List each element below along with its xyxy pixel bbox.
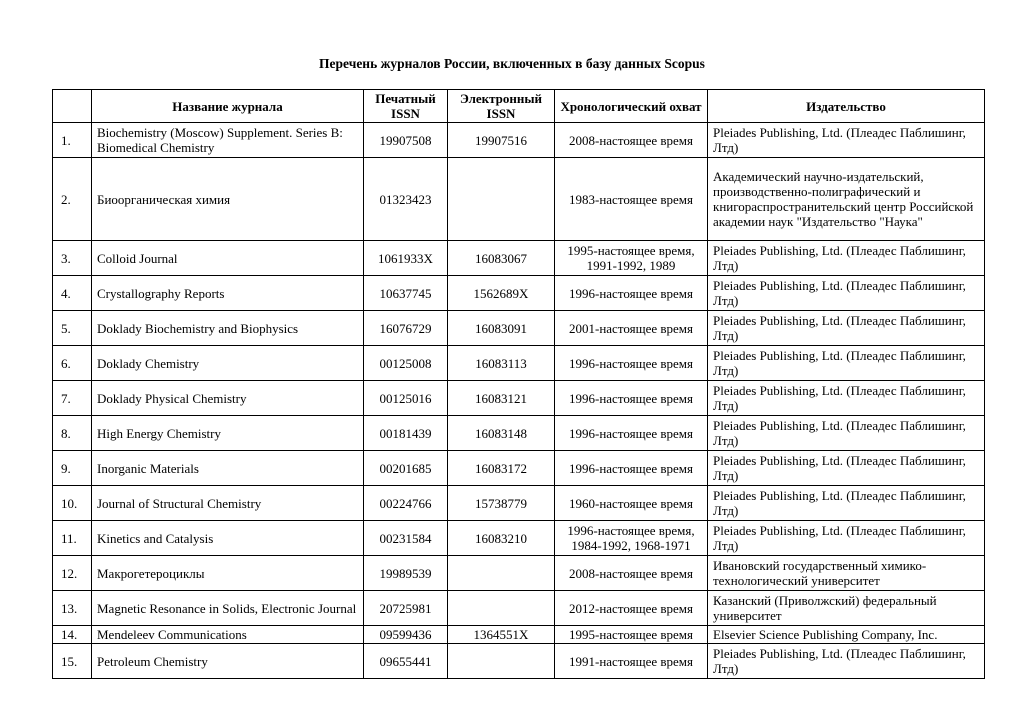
publisher: Ивановский государственный химико-технологический университет: [708, 556, 985, 591]
publisher: Pleiades Publishing, Ltd. (Плеадес Паблишинг, Лтд): [708, 311, 985, 346]
print-issn: 00224766: [364, 486, 448, 521]
e-issn: 16083091: [448, 311, 555, 346]
journal-name: Биоорганическая химия: [92, 158, 364, 241]
row-num: 10.: [53, 486, 92, 521]
publisher: Pleiades Publishing, Ltd. (Плеадес Паблишинг, Лтд): [708, 451, 985, 486]
publisher: Pleiades Publishing, Ltd. (Плеадес Паблишинг, Лтд): [708, 381, 985, 416]
e-issn: 16083113: [448, 346, 555, 381]
publisher: Pleiades Publishing, Ltd. (Плеадес Паблишинг, Лтд): [708, 486, 985, 521]
journal-name: Mendeleev Communications: [92, 626, 364, 644]
print-issn: 19989539: [364, 556, 448, 591]
print-issn: 00181439: [364, 416, 448, 451]
table-row: [53, 311, 985, 346]
print-issn: 00231584: [364, 521, 448, 556]
journal-name: Doklady Biochemistry and Biophysics: [92, 311, 364, 346]
publisher: Казанский (Приволжский) федеральный университет: [708, 591, 985, 626]
journal-name: Crystallography Reports: [92, 276, 364, 311]
coverage: 2012-настоящее время: [555, 591, 708, 626]
row-num: 6.: [53, 346, 92, 381]
table-row: [53, 241, 985, 276]
e-issn: [448, 158, 555, 241]
print-issn: 00201685: [364, 451, 448, 486]
table-row: [53, 451, 985, 486]
table-row: [53, 644, 985, 679]
coverage: 1960-настоящее время: [555, 486, 708, 521]
table-row: [53, 626, 985, 644]
table-row: [53, 556, 985, 591]
journal-name: Doklady Chemistry: [92, 346, 364, 381]
row-num: 14.: [53, 626, 92, 644]
header-print-issn: Печатный ISSN: [364, 90, 448, 123]
header-name: Название журнала: [92, 90, 364, 123]
journal-name: High Energy Chemistry: [92, 416, 364, 451]
e-issn: 1364551X: [448, 626, 555, 644]
row-num: 4.: [53, 276, 92, 311]
journals-table: [52, 89, 985, 679]
publisher: Pleiades Publishing, Ltd. (Плеадес Паблишинг, Лтд): [708, 521, 985, 556]
publisher: Pleiades Publishing, Ltd. (Плеадес Паблишинг, Лтд): [708, 416, 985, 451]
row-num: 3.: [53, 241, 92, 276]
publisher: Pleiades Publishing, Ltd. (Плеадес Паблишинг, Лтд): [708, 644, 985, 679]
print-issn: 16076729: [364, 311, 448, 346]
header-e-issn: Электронный ISSN: [448, 90, 555, 123]
print-issn: 00125008: [364, 346, 448, 381]
print-issn: 00125016: [364, 381, 448, 416]
table-row: [53, 158, 985, 241]
journal-name: Inorganic Materials: [92, 451, 364, 486]
row-num: 5.: [53, 311, 92, 346]
header-num: [53, 90, 92, 123]
coverage: 1995-настоящее время, 1991-1992, 1989: [555, 241, 708, 276]
e-issn: [448, 644, 555, 679]
journal-name: Kinetics and Catalysis: [92, 521, 364, 556]
e-issn: 1562689X: [448, 276, 555, 311]
print-issn: 01323423: [364, 158, 448, 241]
publisher: Pleiades Publishing, Ltd. (Плеадес Паблишинг, Лтд): [708, 123, 985, 158]
publisher: Pleiades Publishing, Ltd. (Плеадес Паблишинг, Лтд): [708, 346, 985, 381]
e-issn: 16083210: [448, 521, 555, 556]
table-row: [53, 381, 985, 416]
row-num: 13.: [53, 591, 92, 626]
e-issn: 15738779: [448, 486, 555, 521]
row-num: 2.: [53, 158, 92, 241]
row-num: 9.: [53, 451, 92, 486]
journal-name: Doklady Physical Chemistry: [92, 381, 364, 416]
row-num: 1.: [53, 123, 92, 158]
print-issn: 09655441: [364, 644, 448, 679]
coverage: 2001-настоящее время: [555, 311, 708, 346]
e-issn: 16083121: [448, 381, 555, 416]
table-row: [53, 346, 985, 381]
e-issn: [448, 556, 555, 591]
table-row: [53, 416, 985, 451]
journal-name: Journal of Structural Chemistry: [92, 486, 364, 521]
row-num: 11.: [53, 521, 92, 556]
table-row: [53, 591, 985, 626]
publisher: Pleiades Publishing, Ltd. (Плеадес Паблишинг, Лтд): [708, 276, 985, 311]
coverage: 1996-настоящее время: [555, 346, 708, 381]
publisher: Pleiades Publishing, Ltd. (Плеадес Паблишинг, Лтд): [708, 241, 985, 276]
coverage: 1996-настоящее время: [555, 416, 708, 451]
coverage: 1996-настоящее время, 1984-1992, 1968-1971: [555, 521, 708, 556]
coverage: 2008-настоящее время: [555, 556, 708, 591]
coverage: 1983-настоящее время: [555, 158, 708, 241]
row-num: 15.: [53, 644, 92, 679]
table-row: [53, 521, 985, 556]
coverage: 1991-настоящее время: [555, 644, 708, 679]
table-header-row: [53, 90, 985, 123]
print-issn: 09599436: [364, 626, 448, 644]
e-issn: 16083172: [448, 451, 555, 486]
print-issn: 20725981: [364, 591, 448, 626]
journal-name: Biochemistry (Moscow) Supplement. Series B: Biomedical Chemistry: [92, 123, 364, 158]
print-issn: 19907508: [364, 123, 448, 158]
e-issn: 16083148: [448, 416, 555, 451]
header-coverage: Хронологический охват: [555, 90, 708, 123]
journal-name: Petroleum Chemistry: [92, 644, 364, 679]
print-issn: 10637745: [364, 276, 448, 311]
row-num: 8.: [53, 416, 92, 451]
e-issn: [448, 591, 555, 626]
journal-name: Макрогетероциклы: [92, 556, 364, 591]
row-num: 12.: [53, 556, 92, 591]
coverage: 2008-настоящее время: [555, 123, 708, 158]
coverage: 1996-настоящее время: [555, 451, 708, 486]
coverage: 1996-настоящее время: [555, 276, 708, 311]
e-issn: 16083067: [448, 241, 555, 276]
table-row: [53, 276, 985, 311]
print-issn: 1061933X: [364, 241, 448, 276]
table-row: [53, 486, 985, 521]
e-issn: 19907516: [448, 123, 555, 158]
coverage: 1995-настоящее время: [555, 626, 708, 644]
journal-name: Magnetic Resonance in Solids, Electronic Journal: [92, 591, 364, 626]
publisher: Elsevier Science Publishing Company, Inc.: [708, 626, 985, 644]
row-num: 7.: [53, 381, 92, 416]
journal-name: Colloid Journal: [92, 241, 364, 276]
header-publisher: Издательство: [708, 90, 985, 123]
publisher: Академический научно-издательский, производственно-полиграфический и книгораспространительский центр Российской академии наук "Издательство "Наука": [708, 158, 985, 241]
table-row: [53, 123, 985, 158]
coverage: 1996-настоящее время: [555, 381, 708, 416]
page-title: Перечень журналов России, включенных в базу данных Scopus: [319, 56, 705, 71]
